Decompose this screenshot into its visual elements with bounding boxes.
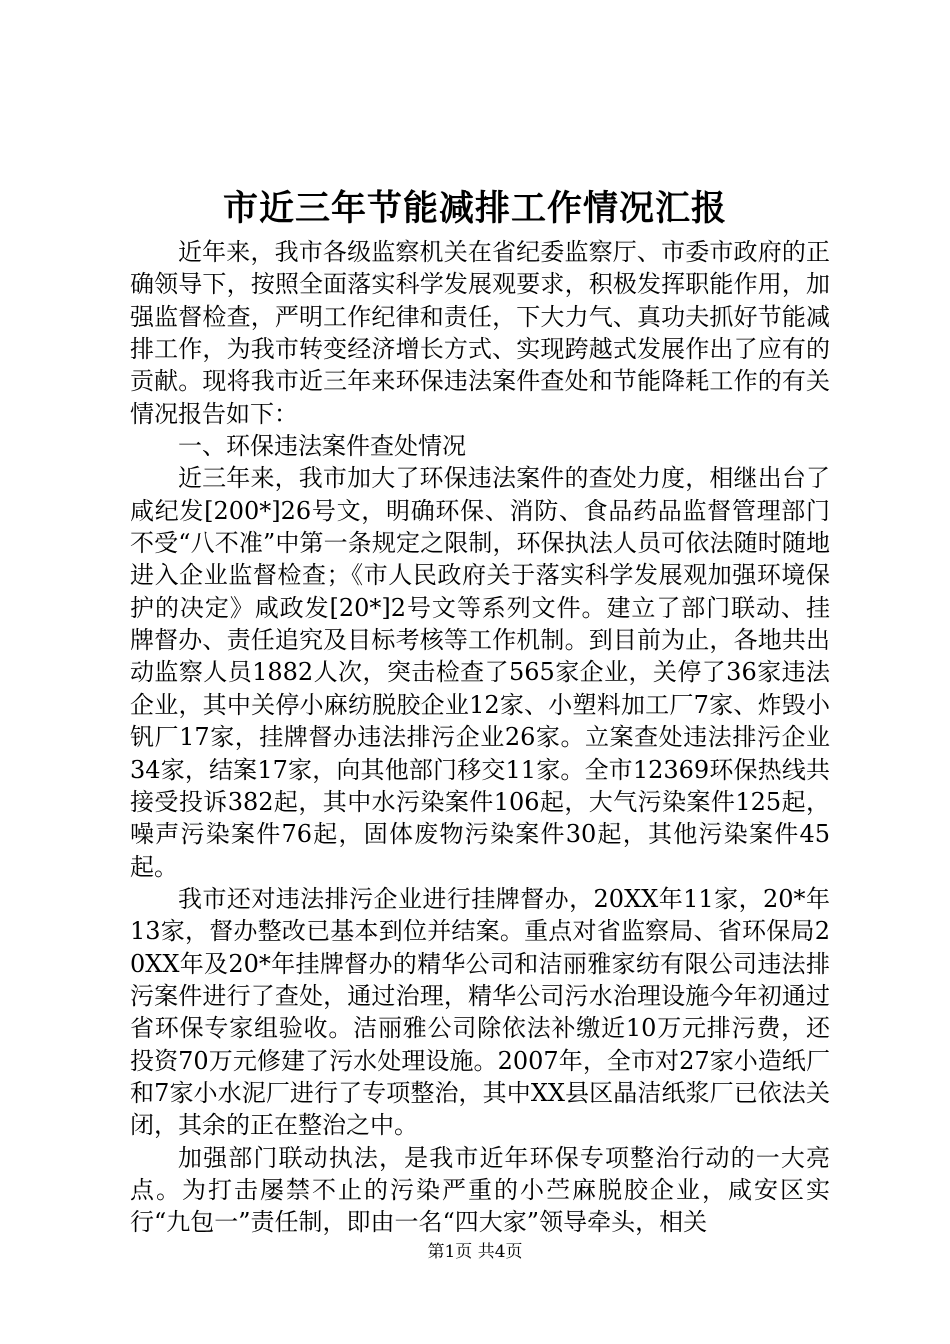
paragraph-enforcement: 近三年来，我市加大了环保违法案件的查处力度，相继出台了咸纪发[200*]26号文，明确环保、消防、食品药品监督管理部门不受“八不准”中第一条规定之限制，环保执法人员可依法随时随地进入企业监督检查；《市人民政府关于落实科学发展观加强环境保护的决定》咸政发[20*]2号文等系列文件。建立了部门联动、挂牌督办、责任追究及目标考核等工作机制。到目前为止，各地共出动监察人员1882人次，突击检查了565家企业，关停了36家违法企业，其中关停小麻纺脱胶企业12家、小塑料加工厂7家、炸毁小钒厂17家，挂牌督办违法排污企业26家。立案查处违法排污企业34家，结案17家，向其他部门移交11家。全市12369环保热线共接受投诉382起，其中水污染案件106起，大气污染案件125起，噪声污染案件76起，固体废物污染案件30起，其他污染案件45起。 — [130, 464, 830, 881]
page-total: 共4页 — [477, 1242, 523, 1262]
section-heading-1: 一、环保违法案件查处情况 — [178, 432, 466, 461]
page-footer — [0, 1240, 950, 1264]
paragraph-intro: 近年来，我市各级监察机关在省纪委监察厅、市委市政府的正确领导下，按照全面落实科学发展观要求，积极发挥职能作用，加强监督检查，严明工作纪律和责任，下大力气、真功夫抓好节能减排工作，为我市转变经济增长方式、实现跨越式发展作出了应有的贡献。现将我市近三年来环保违法案件查处和节能降耗工作的有关情况报告如下： — [130, 238, 830, 428]
page-number: 第1页 — [427, 1242, 473, 1262]
document-title: 市近三年节能减排工作情况汇报 — [222, 188, 727, 229]
document-body — [130, 236, 830, 1239]
paragraph-joint-enforcement: 加强部门联动执法，是我市近年环保专项整治行动的一大亮点。为打击屡禁不止的污染严重的小苎麻脱胶企业，咸安区实行“九包一”责任制，即由一名“四大家”领导牵头，相关 — [130, 1143, 830, 1237]
paragraph-supervision: 我市还对违法排污企业进行挂牌督办，20XX年11家，20*年13家，督办整改已基本到位并结案。重点对省监察局、省环保局20XX年及20*年挂牌督办的精华公司和洁丽雅家纺有限公司违法排污案件进行了查处，通过治理，精华公司污水治理设施今年初通过省环保专家组验收。洁丽雅公司除依法补缴近10万元排污费，还投资70万元修建了污水处理设施。2007年，全市对27家小造纸厂和7家小水泥厂进行了专项整治，其中XX县区晶洁纸浆厂已依法关闭，其余的正在整治之中。 — [130, 884, 830, 1140]
